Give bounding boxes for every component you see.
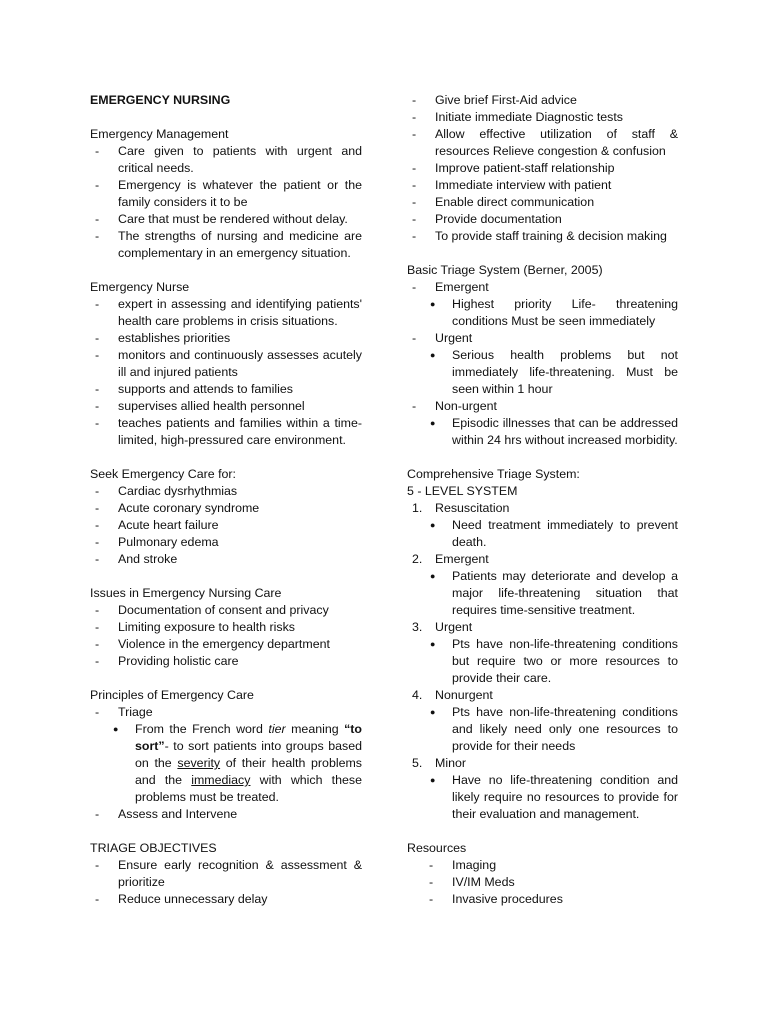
- section-heading-issues: Issues in Emergency Nursing Care: [90, 586, 282, 600]
- list-item: - Pulmonary edema: [95, 535, 219, 549]
- list-item: - Care that must be rendered without delay.: [95, 212, 348, 226]
- list-item: - Immediate interview with patient: [412, 178, 612, 192]
- section-heading-comprehensive: Comprehensive Triage System:: [407, 467, 580, 481]
- section-subheading-levels: 5 - LEVEL SYSTEM: [407, 484, 518, 498]
- list-item: - monitors and continuously assesses acutely ill and injured patients: [95, 348, 362, 379]
- section-heading-resources: Resources: [407, 841, 467, 855]
- triage-level: 1. Resuscitation: [412, 501, 510, 515]
- list-item: - And stroke: [95, 552, 178, 566]
- right-column: [407, 92, 678, 908]
- list-item: - Improve patient-staff relationship: [412, 161, 615, 175]
- triage-level: 4. Nonurgent: [412, 688, 493, 702]
- list-item: - Violence in the emergency department: [95, 637, 330, 651]
- triage-level-desc: ● Patients may deteriorate and develop a major life-threatening situation that requires time-sensitive treatment.: [430, 569, 678, 617]
- list-item: - Allow effective utilization of staff & resources Relieve congestion & confusion: [412, 127, 678, 158]
- list-item: - IV/IM Meds: [429, 875, 515, 889]
- list-item: - Acute heart failure: [95, 518, 219, 532]
- list-item: - Emergency is whatever the patient or the family considers it to be: [95, 178, 362, 209]
- list-item: - supports and attends to families: [95, 382, 293, 396]
- triage-level: - Non-urgent: [412, 399, 497, 413]
- list-item: - Give brief First-Aid advice: [412, 93, 577, 107]
- list-item: - Care given to patients with urgent and critical needs.: [95, 144, 362, 175]
- list-item: - Reduce unnecessary delay: [95, 892, 268, 906]
- section-heading-objectives: TRIAGE OBJECTIVES: [90, 841, 217, 855]
- triage-level-desc: ● Pts have non-life-threatening conditions but require two or more resources to provide their care.: [430, 637, 678, 685]
- list-item: - The strengths of nursing and medicine are complementary in an emergency situation.: [95, 229, 362, 260]
- triage-level-desc: ● Pts have non-life-threatening conditions and likely need only one resources to provide for their needs: [430, 705, 678, 753]
- list-item: - Cardiac dysrhythmias: [95, 484, 238, 498]
- triage-level-desc: ● Highest priority Life- threatening conditions Must be seen immediately: [430, 297, 678, 328]
- list-item: - expert in assessing and identifying patients' health care problems in crisis situations.: [95, 297, 362, 328]
- list-item: - Invasive procedures: [429, 892, 563, 906]
- list-item: - Ensure early recognition & assessment & prioritize: [95, 858, 362, 889]
- list-item: - Triage: [95, 705, 153, 719]
- section-heading-basic-triage: Basic Triage System (Berner, 2005): [407, 263, 603, 277]
- triage-definition: ● From the French word tier meaning “to sort”- to sort patients into groups based on the severity of their health problems and the immediacy with which these problems must be treated.: [113, 722, 362, 804]
- document-title: EMERGENCY NURSING: [90, 93, 231, 107]
- section-heading-principles: Principles of Emergency Care: [90, 688, 254, 702]
- triage-level: - Urgent: [412, 331, 473, 345]
- list-item: - teaches patients and families within a time-limited, high-pressured care environment.: [95, 416, 362, 447]
- section-heading-seek: Seek Emergency Care for:: [90, 467, 236, 481]
- list-item: - establishes priorities: [95, 331, 231, 345]
- triage-level: 3. Urgent: [412, 620, 473, 634]
- list-item: - Acute coronary syndrome: [95, 501, 260, 515]
- triage-level-desc: ● Have no life-threatening condition and likely require no resources to provide for their evaluation and management.: [430, 773, 678, 821]
- list-item: - Providing holistic care: [95, 654, 239, 668]
- triage-level-desc: ● Episodic illnesses that can be addressed within 24 hrs without increased morbidity.: [430, 416, 678, 447]
- list-item: - supervises allied health personnel: [95, 399, 305, 413]
- list-item: - Initiate immediate Diagnostic tests: [412, 110, 624, 124]
- triage-level: 5. Minor: [412, 756, 466, 770]
- list-item: - Provide documentation: [412, 212, 562, 226]
- list-item: - Limiting exposure to health risks: [95, 620, 295, 634]
- list-item: - Imaging: [429, 858, 497, 872]
- triage-level-desc: ● Serious health problems but not immediately life-threatening. Must be seen within 1 hour: [430, 348, 678, 396]
- list-item: - Documentation of consent and privacy: [95, 603, 329, 617]
- list-item: - Assess and Intervene: [95, 807, 238, 821]
- section-heading-nurse: Emergency Nurse: [90, 280, 190, 294]
- triage-level: - Emergent: [412, 280, 489, 294]
- section-heading-management: Emergency Management: [90, 127, 229, 141]
- triage-level-desc: ● Need treatment immediately to prevent death.: [430, 518, 678, 549]
- list-item: - Enable direct communication: [412, 195, 595, 209]
- left-column: [90, 92, 362, 908]
- list-item: - To provide staff training & decision making: [412, 229, 667, 243]
- triage-level: 2. Emergent: [412, 552, 489, 566]
